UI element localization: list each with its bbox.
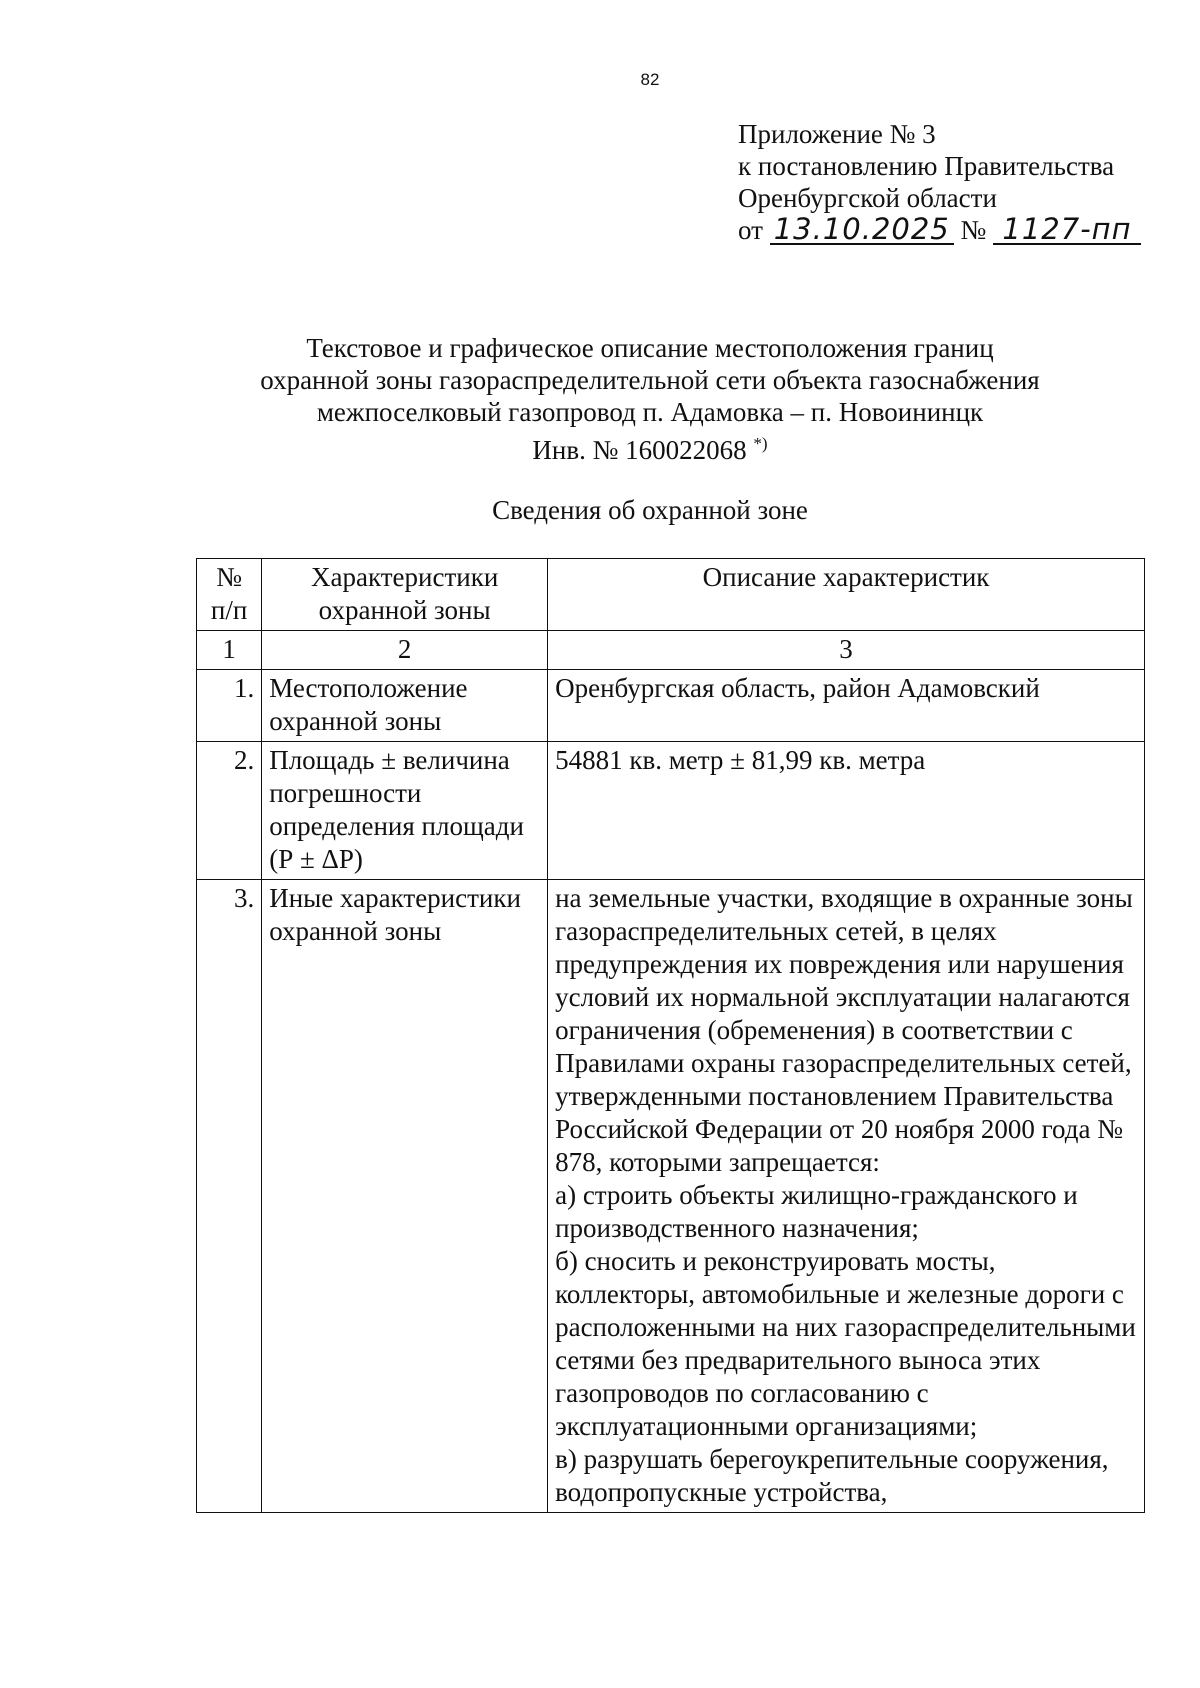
row-number: 3.	[197, 880, 262, 1513]
footnote-mark: *)	[753, 434, 768, 453]
header-characteristic: Характеристики охранной зоны	[262, 559, 548, 631]
row-description	[548, 742, 1145, 880]
number-label: №	[960, 215, 987, 245]
description-paragraph: на земельные участки, входящие в охранные зоны газораспределительных сетей, в целях предупреждения их повреждения или нарушения условий их нормальной эксплуатации налагаются ограничения (обременения) в соответствии с Правилами охраны газораспределительных сетей, утвержденными постановлением Правительства Российской Федерации от 20 ноября 2000 года № 878, которыми запрещается:	[555, 883, 1133, 1177]
handwritten-date: 13.10.2025	[770, 215, 954, 245]
index-cell-2: 2	[262, 631, 548, 670]
description-paragraph: в) разрушать берегоукрепительные сооружения, водопропускные устройства,	[555, 1444, 1109, 1507]
index-cell-1: 1	[197, 631, 262, 670]
index-cell-3: 3	[548, 631, 1145, 670]
zone-info-table	[196, 558, 1145, 1513]
row-characteristic: Местоположение охранной зоны	[262, 670, 548, 742]
table-header-row	[197, 559, 1145, 631]
section-subtitle: Сведения об охранной зоне	[492, 495, 808, 525]
description-paragraph: Оренбургская область, район Адамовский	[555, 673, 1040, 703]
table-index-row	[197, 631, 1145, 670]
description-paragraph: 54881 кв. метр ± 81,99 кв. метра	[555, 745, 926, 775]
description-paragraph: а) строить объекты жилищно-гражданского и производственного назначения;	[555, 1180, 1078, 1243]
appendix-header	[738, 118, 1141, 246]
row-description	[548, 880, 1145, 1513]
appendix-line-3: Оренбургской области	[738, 183, 997, 213]
row-characteristic: Иные характеристики охранной зоны	[262, 880, 548, 1513]
table-row	[197, 670, 1145, 742]
row-description	[548, 670, 1145, 742]
inventory-number: Инв. № 160022068	[532, 435, 747, 465]
appendix-line-1: Приложение № 3	[738, 119, 936, 149]
page-number: 82	[640, 70, 660, 89]
row-characteristic: Площадь ± величина погрешности определения площади (Р ± ΔР)	[262, 742, 548, 880]
appendix-line-2: к постановлению Правительства	[738, 151, 1115, 181]
title-line-4	[150, 428, 1150, 466]
title-line-2: охранной зоны газораспределительной сети объекта газоснабжения	[260, 365, 1040, 395]
document-title	[150, 332, 1150, 466]
handwritten-number: 1127-пп	[993, 215, 1141, 245]
header-number: № п/п	[197, 559, 262, 631]
from-label: от	[738, 215, 763, 245]
header-description: Описание характеристик	[548, 559, 1145, 631]
appendix-line-4	[738, 214, 1141, 246]
table-row	[197, 880, 1145, 1513]
description-paragraph: б) сносить и реконструировать мосты, коллекторы, автомобильные и железные дороги с расположенными на них газораспределительными сетями без предварительного выноса этих газопроводов по согласованию с эксплуатационными организациями;	[555, 1246, 1136, 1441]
table-row	[197, 742, 1145, 880]
row-number: 2.	[197, 742, 262, 880]
title-line-3: межпоселковый газопровод п. Адамовка – п. Новоининцк	[316, 397, 984, 427]
title-line-1: Текстовое и графическое описание местоположения границ	[306, 333, 994, 363]
row-number: 1.	[197, 670, 262, 742]
